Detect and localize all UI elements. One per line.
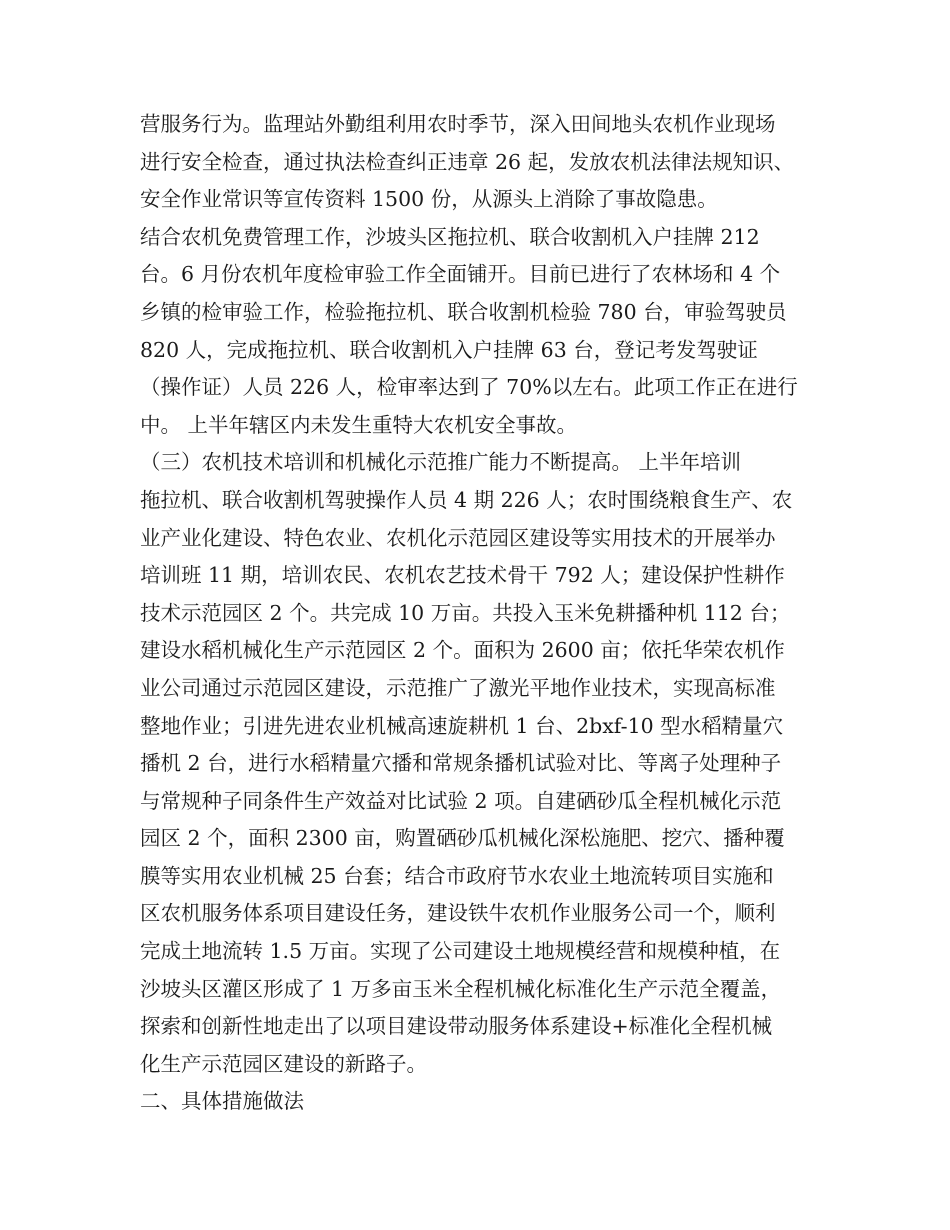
text-line: 乡镇的检审验工作，检验拖拉机、联合收割机检验 780 台，审验驾驶员 xyxy=(140,299,787,324)
text-line: （操作证）人员 226 人，检审率达到了 70%以左右。此项工作正在进行 xyxy=(140,375,798,400)
text-line: 台。6 月份农机年度检审验工作全面铺开。目前已进行了农林场和 4 个 xyxy=(140,262,781,287)
text-line: 整地作业；引进先进农业机械高速旋耕机 1 台、2bxf-10 型水稻精量穴 xyxy=(140,713,784,738)
text-line: 拖拉机、联合收割机驾驶操作人员 4 期 226 人；农时围绕粮食生产、农 xyxy=(140,487,793,512)
text-line: 技术示范园区 2 个。共完成 10 万亩。共投入玉米免耕播种机 112 台； xyxy=(140,600,791,625)
text-line: 建设水稻机械化生产示范园区 2 个。面积为 2600 亩；依托华荣农机作 xyxy=(140,638,785,663)
text-line: 进行安全检查，通过执法检查纠正违章 26 起，发放农机法律法规知识、 xyxy=(140,149,795,174)
text-line: 园区 2 个，面积 2300 亩，购置硒砂瓜机械化深松施肥、挖穴、播种覆 xyxy=(140,826,785,851)
text-line: 化生产示范园区建设的新路子。 xyxy=(140,1051,427,1076)
text-line: 中。 上半年辖区内未发生重特大农机安全事故。 xyxy=(140,412,578,437)
text-line: 业公司通过示范园区建设，示范推广了激光平地作业技术，实现高标准 xyxy=(140,675,776,700)
text-line: 探索和创新性地走出了以项目建设带动服务体系建设+标准化全程机械 xyxy=(140,1014,773,1039)
text-line: 820 人，完成拖拉机、联合收割机入户挂牌 63 台，登记考发驾驶证 xyxy=(140,337,758,362)
text-line: 培训班 11 期，培训农民、农机农艺技术骨干 792 人；建设保护性耕作 xyxy=(140,563,785,588)
text-line: 播机 2 台，进行水稻精量穴播和常规条播机试验对比、等离子处理种子 xyxy=(140,751,782,776)
text-line: 与常规种子同条件生产效益对比试验 2 项。自建硒砂瓜全程机械化示范 xyxy=(140,788,782,813)
text-line: 结合农机免费管理工作，沙坡头区拖拉机、联合收割机入户挂牌 212 xyxy=(140,224,760,249)
text-line: 区农机服务体系项目建设任务，建设铁牛农机作业服务公司一个，顺利 xyxy=(140,901,776,926)
text-line: 安全作业常识等宣传资料 1500 份，从源头上消除了事故隐患。 xyxy=(140,187,718,212)
text-line: 营服务行为。监理站外勤组利用农时季节，深入田间地头农机作业现场 xyxy=(140,112,776,136)
text-line: 完成土地流转 1.5 万亩。实现了公司建设土地规模经营和规模种植，在 xyxy=(140,939,781,964)
document-body xyxy=(140,106,830,1121)
text-line: 业产业化建设、特色农业、农机化示范园区建设等实用技术的开展举办 xyxy=(140,525,776,550)
section-heading: 二、具体措施做法 xyxy=(140,1089,304,1114)
text-line: （三）农机技术培训和机械化示范推广能力不断提高。 上半年培训 xyxy=(140,450,742,475)
text-line: 沙坡头区灌区形成了 1 万多亩玉米全程机械化标准化生产示范全覆盖， xyxy=(140,976,782,1001)
text-line: 膜等实用农业机械 25 台套；结合市政府节水农业土地流转项目实施和 xyxy=(140,863,774,888)
